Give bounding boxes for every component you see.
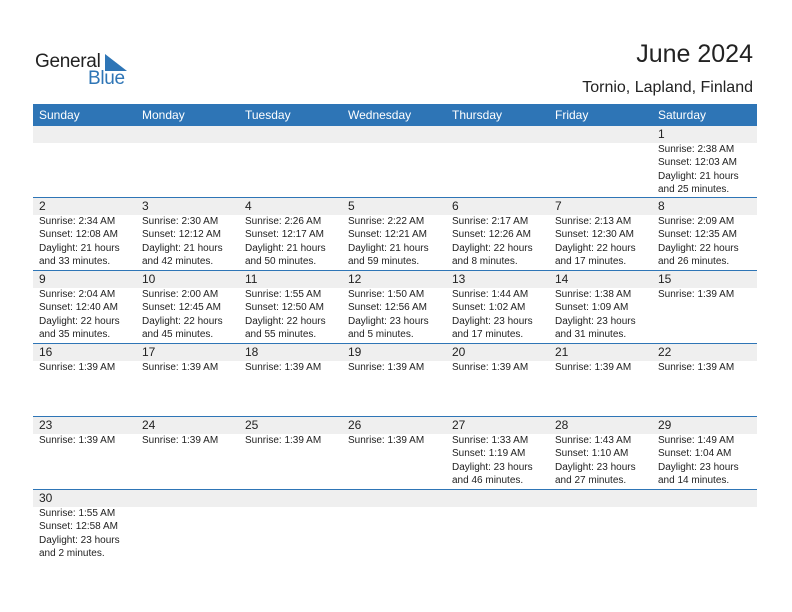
daylight-text: Daylight: 22 hours — [142, 315, 223, 327]
day-cell — [33, 344, 136, 416]
day-number — [39, 126, 136, 143]
calendar-week-row — [33, 344, 757, 417]
weekday-header: Monday — [142, 108, 185, 122]
sunrise-text: Sunrise: 1:43 AM — [555, 435, 632, 446]
day-number: 13 — [452, 272, 466, 286]
sunrise-text: Sunrise: 1:39 AM — [245, 362, 322, 373]
day-number: 29 — [658, 418, 672, 432]
weekday-header: Tuesday — [245, 108, 291, 122]
empty-day-cell — [342, 490, 446, 570]
sunrise-text: Sunrise: 1:49 AM — [658, 435, 735, 446]
empty-day-cell — [652, 490, 757, 570]
day-number — [245, 126, 342, 143]
calendar-week-row — [33, 417, 757, 490]
daylight-text: and 2 minutes. — [39, 548, 105, 560]
empty-day-cell — [446, 126, 549, 197]
daylight-text: and 27 minutes. — [555, 475, 627, 487]
sunrise-text: Sunrise: 1:33 AM — [452, 435, 529, 446]
daylight-text: Daylight: 21 hours — [142, 242, 223, 254]
sunrise-text: Sunrise: 1:39 AM — [39, 362, 116, 373]
daylight-text: Daylight: 22 hours — [452, 242, 533, 254]
daylight-text: Daylight: 23 hours — [658, 461, 739, 473]
day-number: 19 — [348, 345, 362, 359]
day-cell — [136, 271, 239, 343]
day-number — [142, 490, 239, 507]
day-number: 17 — [142, 345, 156, 359]
calendar-week-row — [33, 126, 757, 198]
day-number: 1 — [658, 127, 665, 141]
daylight-text: and 8 minutes. — [452, 256, 518, 268]
week-cells — [33, 126, 757, 197]
sunset-text: Sunset: 1:04 AM — [658, 448, 732, 460]
day-number: 30 — [39, 491, 53, 505]
day-cell — [239, 271, 342, 343]
sunrise-text: Sunrise: 1:55 AM — [245, 289, 322, 300]
daylight-text: Daylight: 23 hours — [555, 461, 636, 473]
sunset-text: Sunset: 12:58 AM — [39, 521, 118, 533]
empty-day-cell — [136, 490, 239, 570]
day-number: 27 — [452, 418, 466, 432]
empty-day-cell — [549, 490, 652, 570]
sunrise-text: Sunrise: 2:30 AM — [142, 216, 219, 227]
calendar-week-row — [33, 490, 757, 570]
empty-day-cell — [239, 126, 342, 197]
daylight-text: Daylight: 22 hours — [39, 315, 120, 327]
day-number — [658, 490, 757, 507]
day-number: 2 — [39, 199, 46, 213]
sunset-text: Sunset: 12:45 AM — [142, 302, 221, 314]
day-number: 16 — [39, 345, 53, 359]
day-number: 24 — [142, 418, 156, 432]
sunset-text: Sunset: 12:30 AM — [555, 229, 634, 241]
day-number: 23 — [39, 418, 53, 432]
calendar-title: June 2024 — [636, 40, 753, 68]
weekday-header-row — [33, 104, 757, 126]
sunset-text: Sunset: 12:03 AM — [658, 157, 737, 169]
day-cell — [136, 417, 239, 489]
day-cell — [549, 198, 652, 270]
daylight-text: Daylight: 23 hours — [39, 534, 120, 546]
sunset-text: Sunset: 1:10 AM — [555, 448, 629, 460]
daylight-text: Daylight: 23 hours — [452, 461, 533, 473]
sunset-text: Sunset: 1:19 AM — [452, 448, 526, 460]
empty-day-cell — [549, 126, 652, 197]
day-cell — [239, 198, 342, 270]
weekday-header: Sunday — [39, 108, 80, 122]
day-cell — [342, 198, 446, 270]
sunset-text: Sunset: 12:26 AM — [452, 229, 531, 241]
day-cell — [342, 271, 446, 343]
day-cell — [33, 271, 136, 343]
daylight-text: Daylight: 22 hours — [658, 242, 739, 254]
day-number: 20 — [452, 345, 466, 359]
sunrise-text: Sunrise: 2:26 AM — [245, 216, 322, 227]
sunrise-text: Sunrise: 2:09 AM — [658, 216, 735, 227]
sunrise-text: Sunrise: 1:39 AM — [39, 435, 116, 446]
week-cells — [33, 490, 757, 570]
daylight-text: and 17 minutes. — [555, 256, 627, 268]
day-cell — [549, 271, 652, 343]
sunrise-text: Sunrise: 1:39 AM — [142, 435, 219, 446]
sunset-text: Sunset: 12:35 AM — [658, 229, 737, 241]
day-number — [452, 126, 549, 143]
day-number — [452, 490, 549, 507]
day-number — [245, 490, 342, 507]
sunrise-text: Sunrise: 2:00 AM — [142, 289, 219, 300]
sunset-text: Sunset: 12:40 AM — [39, 302, 118, 314]
day-number — [348, 126, 446, 143]
daylight-text: and 45 minutes. — [142, 329, 214, 341]
sunrise-text: Sunrise: 1:39 AM — [658, 362, 735, 373]
daylight-text: and 31 minutes. — [555, 329, 627, 341]
day-cell — [652, 344, 757, 416]
day-cell — [652, 126, 757, 197]
sunset-text: Sunset: 12:21 AM — [348, 229, 427, 241]
week-cells — [33, 271, 757, 343]
day-cell — [33, 490, 136, 570]
sunrise-text: Sunrise: 1:50 AM — [348, 289, 425, 300]
day-cell — [446, 271, 549, 343]
sunrise-text: Sunrise: 1:38 AM — [555, 289, 632, 300]
day-cell — [33, 198, 136, 270]
day-cell — [549, 344, 652, 416]
day-cell — [652, 198, 757, 270]
calendar-location: Tornio, Lapland, Finland — [582, 79, 753, 96]
week-cells — [33, 198, 757, 270]
daylight-text: and 5 minutes. — [348, 329, 414, 341]
day-number: 12 — [348, 272, 362, 286]
daylight-text: Daylight: 22 hours — [245, 315, 326, 327]
daylight-text: Daylight: 22 hours — [555, 242, 636, 254]
sunrise-text: Sunrise: 1:39 AM — [348, 362, 425, 373]
daylight-text: and 55 minutes. — [245, 329, 317, 341]
weekday-header: Saturday — [658, 108, 707, 122]
day-number: 26 — [348, 418, 362, 432]
day-number — [555, 126, 652, 143]
day-number: 14 — [555, 272, 569, 286]
empty-day-cell — [136, 126, 239, 197]
empty-day-cell — [446, 490, 549, 570]
daylight-text: Daylight: 21 hours — [658, 170, 739, 182]
day-number: 10 — [142, 272, 156, 286]
sunrise-text: Sunrise: 2:04 AM — [39, 289, 116, 300]
sunset-text: Sunset: 12:08 AM — [39, 229, 118, 241]
week-cells — [33, 344, 757, 416]
empty-day-cell — [33, 126, 136, 197]
daylight-text: and 59 minutes. — [348, 256, 420, 268]
day-cell — [652, 417, 757, 489]
day-number: 5 — [348, 199, 355, 213]
daylight-text: and 46 minutes. — [452, 475, 524, 487]
day-number: 28 — [555, 418, 569, 432]
daylight-text: and 35 minutes. — [39, 329, 111, 341]
day-cell — [239, 344, 342, 416]
day-number: 15 — [658, 272, 672, 286]
day-number: 4 — [245, 199, 252, 213]
daylight-text: and 25 minutes. — [658, 184, 730, 196]
weeks-container — [33, 126, 757, 570]
calendar-week-row — [33, 198, 757, 271]
day-cell — [136, 198, 239, 270]
sunrise-text: Sunrise: 2:13 AM — [555, 216, 632, 227]
daylight-text: and 33 minutes. — [39, 256, 111, 268]
sunrise-text: Sunrise: 1:39 AM — [658, 289, 735, 300]
empty-day-cell — [239, 490, 342, 570]
sunrise-text: Sunrise: 1:55 AM — [39, 508, 116, 519]
day-cell — [342, 344, 446, 416]
daylight-text: and 50 minutes. — [245, 256, 317, 268]
sunrise-text: Sunrise: 1:39 AM — [245, 435, 322, 446]
sunrise-text: Sunrise: 2:34 AM — [39, 216, 116, 227]
weekday-header: Friday — [555, 108, 589, 122]
day-cell — [239, 417, 342, 489]
sunset-text: Sunset: 12:12 AM — [142, 229, 221, 241]
daylight-text: Daylight: 23 hours — [555, 315, 636, 327]
day-number — [348, 490, 446, 507]
day-number — [555, 490, 652, 507]
logo-text-blue: Blue — [88, 68, 125, 89]
daylight-text: Daylight: 21 hours — [39, 242, 120, 254]
sunrise-text: Sunrise: 2:22 AM — [348, 216, 425, 227]
week-cells — [33, 417, 757, 489]
sunset-text: Sunset: 12:17 AM — [245, 229, 324, 241]
day-number: 6 — [452, 199, 459, 213]
weekday-header: Thursday — [452, 108, 503, 122]
day-number: 8 — [658, 199, 665, 213]
calendar-week-row — [33, 271, 757, 344]
logo-text-general: General — [35, 51, 101, 72]
brand-logo — [35, 51, 135, 91]
sunrise-text: Sunrise: 1:44 AM — [452, 289, 529, 300]
daylight-text: Daylight: 23 hours — [348, 315, 429, 327]
day-cell — [342, 417, 446, 489]
sunrise-text: Sunrise: 1:39 AM — [348, 435, 425, 446]
empty-day-cell — [342, 126, 446, 197]
sunrise-text: Sunrise: 2:17 AM — [452, 216, 529, 227]
daylight-text: Daylight: 23 hours — [452, 315, 533, 327]
day-number: 9 — [39, 272, 46, 286]
day-number: 21 — [555, 345, 569, 359]
day-number: 7 — [555, 199, 562, 213]
sunset-text: Sunset: 1:02 AM — [452, 302, 526, 314]
weekday-header: Wednesday — [348, 108, 412, 122]
daylight-text: and 17 minutes. — [452, 329, 524, 341]
day-cell — [652, 271, 757, 343]
day-cell — [446, 344, 549, 416]
day-number: 18 — [245, 345, 259, 359]
calendar-grid — [33, 104, 757, 570]
day-cell — [136, 344, 239, 416]
sunset-text: Sunset: 1:09 AM — [555, 302, 629, 314]
sunrise-text: Sunrise: 1:39 AM — [142, 362, 219, 373]
sunset-text: Sunset: 12:50 AM — [245, 302, 324, 314]
sunrise-text: Sunrise: 2:38 AM — [658, 144, 735, 155]
daylight-text: and 14 minutes. — [658, 475, 730, 487]
day-cell — [446, 198, 549, 270]
sunrise-text: Sunrise: 1:39 AM — [555, 362, 632, 373]
day-number: 25 — [245, 418, 259, 432]
day-number — [142, 126, 239, 143]
daylight-text: Daylight: 21 hours — [348, 242, 429, 254]
day-number: 11 — [245, 272, 258, 286]
sunset-text: Sunset: 12:56 AM — [348, 302, 427, 314]
day-number: 22 — [658, 345, 672, 359]
day-cell — [446, 417, 549, 489]
day-cell — [33, 417, 136, 489]
daylight-text: and 42 minutes. — [142, 256, 214, 268]
sunrise-text: Sunrise: 1:39 AM — [452, 362, 529, 373]
daylight-text: and 26 minutes. — [658, 256, 730, 268]
day-cell — [549, 417, 652, 489]
day-number: 3 — [142, 199, 149, 213]
daylight-text: Daylight: 21 hours — [245, 242, 326, 254]
